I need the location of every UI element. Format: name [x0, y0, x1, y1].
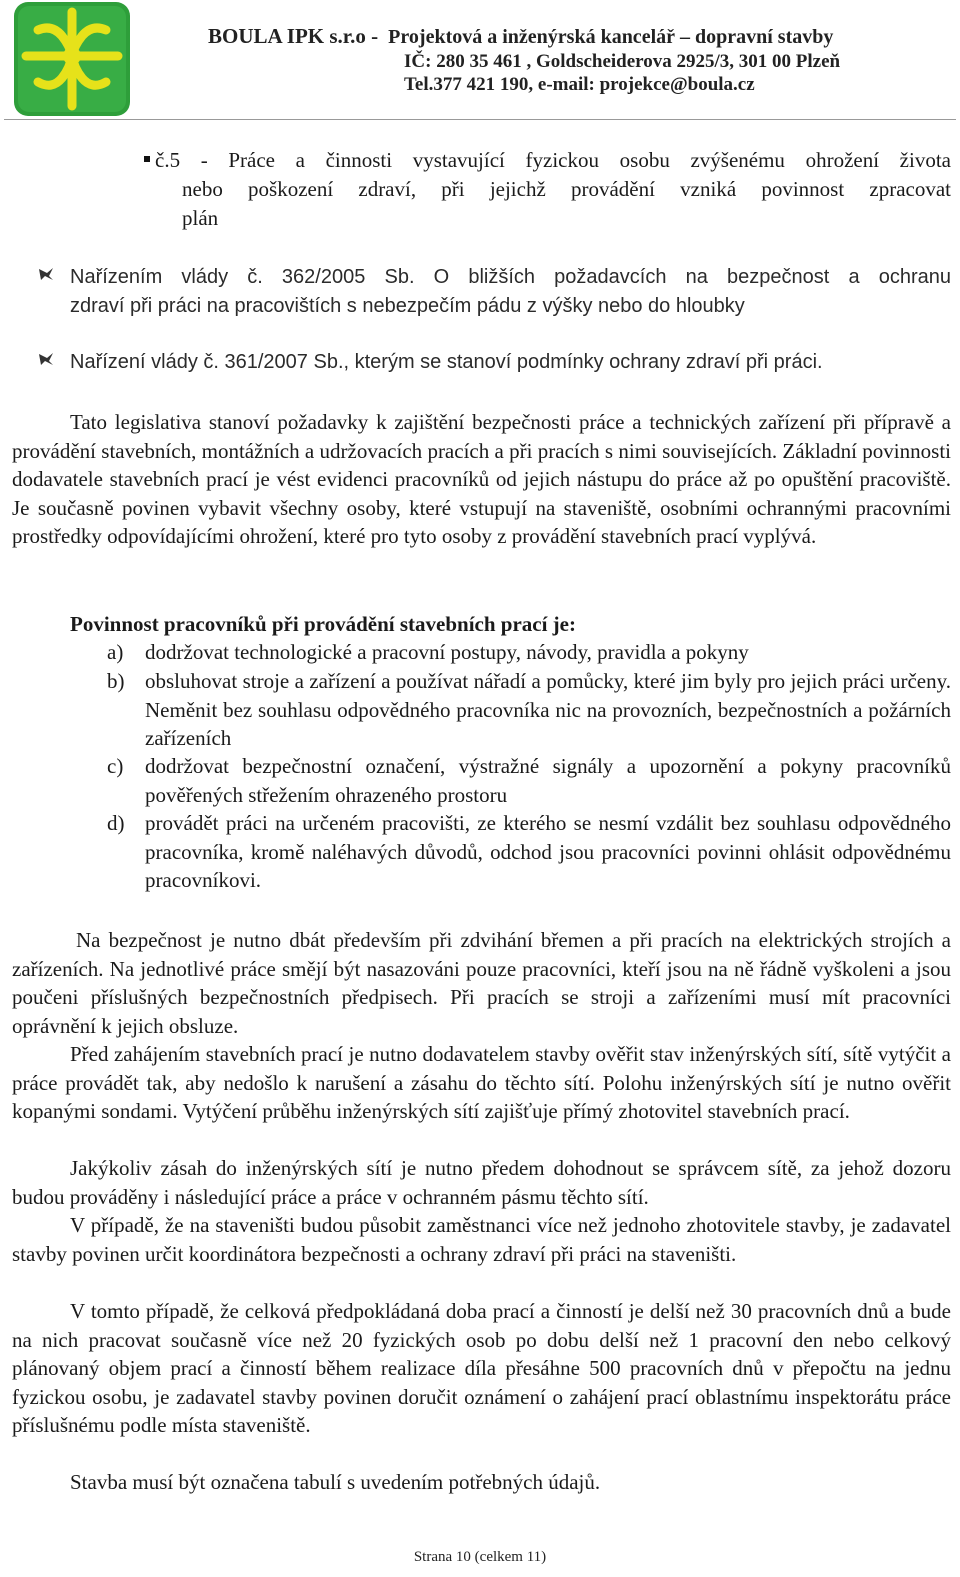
page-footer: Strana 10 (celkem 11) — [413, 1549, 547, 1565]
company-logo-icon — [14, 2, 130, 116]
list-label-d: d) — [107, 811, 125, 835]
company-contact: Tel.377 421 190, e-mail: projekce@boula.cz — [404, 74, 755, 95]
header-company-line — [208, 24, 833, 49]
list-item-a: dodržovat technologické a pracovní postupy, návody, pravidla a pokyny — [145, 640, 749, 664]
header-divider — [4, 119, 956, 120]
list-item-c: dodržovat bezpečnostní označení, výstražné signály a upozornění a pokyny pracovníků pověřených střežením ohrazeného prostoru — [145, 754, 951, 807]
list-label-c: c) — [107, 754, 124, 778]
paragraph-intervention: Jakýkoliv zásah do inženýrských sítí je nutno předem dohodnout se správcem sítě, za jehož dozoru budou prováděny i následující práce a práce v ochranném pásmu těchto sítí. — [12, 1156, 951, 1209]
item-c5-line1: č.5 - Práce a činnosti vystavující fyzickou osobu zvýšenému ohrožení života — [155, 148, 951, 172]
company-tagline: Projektová a inženýrská kancelář – dopravní stavby — [388, 26, 834, 48]
list-item-d: provádět práci na určeném pracovišti, ze kterého se nesmí vzdálit bez souhlasu odpovědného pracovníka, kromě naléhavých důvodů, odchod jsou pracovníci povinni ohlásit odpovědnému pracovníkovi. — [145, 811, 951, 892]
item-c5-line3: plán — [182, 206, 219, 230]
arrow-bullet-icon — [38, 352, 54, 366]
document-header — [0, 0, 960, 122]
paragraph-legislation: Tato legislativa stanoví požadavky k zajištění bezpečnosti práce a technických zařízení při přípravě a provádění stavebních, montážních a udržovacích pracích a při pracích s nimi souvisejících. Základní povinnosti dodavatele stavebních prací je vést evidenci pracovníků od jejich nástupu do práce až po opuštění pracoviště. Je současně povinen vybavit všechny osoby, které vstupují na staveniště, osobními ochrannými pracovními prostředky odpovídajícími ohrožení, které pro tyto osoby z provádění stavebních prací vyplývá. — [12, 410, 951, 548]
company-address: IČ: 280 35 461 , Goldscheiderova 2925/3, 301 00 Plzeň — [404, 51, 841, 72]
square-bullet-icon — [144, 156, 150, 162]
paragraph-sign: Stavba musí být označena tabulí s uvedením potřebných údajů. — [70, 1470, 601, 1494]
item-nv362-line1: Nařízením vlády č. 362/2005 Sb. O bližších požadavcích na bezpečnost a ochranu — [70, 266, 951, 288]
item-nv361: Nařízení vlády č. 361/2007 Sb., kterým se stanoví podmínky ochrany zdraví při práci. — [70, 351, 823, 373]
paragraph-safety: Na bezpečnost je nutno dbát především při zdvihání břemen a při pracích na elektrických strojích a zařízeních. Na jednotlivé práce smějí být nasazováni pouze pracovníci, kteří jsou na ně řádně vyškoleni a jsou poučeni příslušných bezpečnostních předpisech. Při pracích se stroji a zařízeními musí mít pracovníci oprávnění k jejich obsluze. — [12, 928, 951, 1038]
list-label-b: b) — [107, 669, 125, 693]
company-name: BOULA IPK s.r.o - — [208, 24, 379, 48]
list-item-b: obsluhovat stroje a zařízení a používat nářadí a pomůcky, které jim byly pro jejich práci určeny. Neměnit bez souhlasu odpovědného pracovníka nic na provozních, bezpečnostních a požárních zařízeních — [145, 669, 951, 750]
paragraph-networks: Před zahájením stavebních prací je nutno dodavatelem stavby ověřit stav inženýrských sítí, sítě vytýčit a práce provádět tak, aby nedošlo k narušení a zásahu do těchto sítí. Polohu inženýrských sítí je nutno ověřit kopanými sondami. Vytýčení průběhu inženýrských sítí zajišťuje přímý zhotovitel stavebních prací. — [12, 1042, 951, 1123]
paragraph-notice: V tomto případě, že celková předpokládaná doba prací a činností je delší než 30 pracovních dnů a bude na nich pracovat současně více než 20 fyzických osob po dobu delší než 1 pracovní den nebo celkový plánovaný objem prací a činností během realizace díla přesáhne 500 pracovních dnů v přepočtu na jednu fyzickou osobu, je zadavatel stavby povinen doručit oznámení o zahájení prací oblastnímu inspektorátu práce příslušnému podle místa staveniště. — [12, 1299, 951, 1437]
item-c5-line2: nebo poškození zdraví, při jejichž provádění vzniká povinnost zpracovat — [182, 177, 951, 201]
arrow-bullet-icon — [38, 267, 54, 281]
duties-heading: Povinnost pracovníků při provádění stavebních prací je: — [70, 612, 576, 636]
list-label-a: a) — [107, 640, 124, 664]
item-nv362-line2: zdraví při práci na pracovištích s nebezpečím pádu z výšky nebo do hloubky — [70, 295, 745, 317]
paragraph-coordinator: V případě, že na staveništi budou působit zaměstnanci více než jednoho zhotovitele stavby, je zadavatel stavby povinen určit koordinátora bezpečnosti a ochrany zdraví při práci na staveništi. — [12, 1213, 951, 1266]
